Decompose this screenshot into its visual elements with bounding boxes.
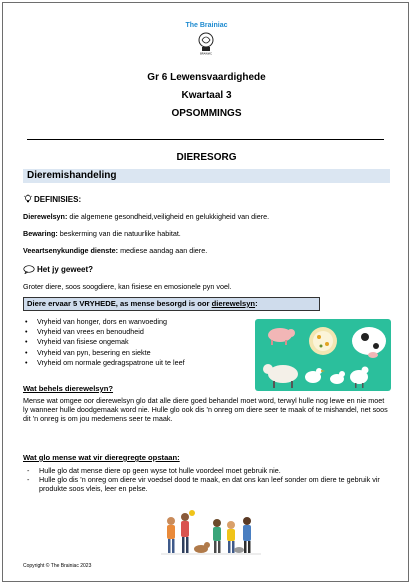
grade-title: Gr 6 Lewensvaardighede	[147, 72, 266, 83]
brand-name: The Brainiac	[185, 22, 228, 29]
definition-term: Bewaring:	[23, 229, 58, 238]
definition-term: Dierewelsyn:	[23, 212, 68, 221]
did-you-know-heading: Het jy geweet?	[37, 265, 94, 274]
summary-title: OPSOMMINGS	[171, 108, 242, 119]
farm-animals-illustration	[255, 319, 391, 391]
list-item: • Vryheid van honger, dors en wanvoeding	[23, 317, 253, 327]
rights-list	[23, 466, 391, 493]
freedoms-box-prefix: Diere ervaar 5 VRYHEDE, as mense besorgd is oor	[27, 299, 212, 308]
definition-3	[23, 246, 393, 255]
topic-title: DIERESORG	[176, 152, 237, 163]
freedoms-box	[23, 297, 320, 311]
definitions-heading: DEFINISIES:	[34, 194, 82, 204]
definition-term: Veeartsenykundige dienste:	[23, 246, 119, 255]
definition-2	[23, 229, 393, 238]
document-page	[2, 2, 409, 582]
list-item: • Vryheid om normale gedragspatrone uit te leef	[23, 358, 253, 368]
list-item: • Vryheid van fisiese ongemak	[23, 337, 253, 347]
list-item: - Hulle glo dis ’n onreg om diere vir voedsel dood te maak, en dat ons kan leef sonder om diere te gebruik vir produkte soos vleis, leer en pelse.	[23, 475, 391, 493]
speech-bubble-icon	[23, 265, 35, 274]
did-you-know-text: Groter diere, soos soogdiere, kan fisiese en emosionele pyn voel.	[23, 282, 232, 291]
list-item: • Vryheid van pyn, besering en siekte	[23, 348, 253, 358]
definitions-heading-row	[23, 194, 81, 204]
copyright: Copyright © The Brainiac 2023	[23, 563, 92, 569]
term-title: Kwartaal 3	[181, 90, 232, 101]
definition-text: beskerming van die natuurlike habitat.	[57, 229, 181, 238]
definition-text: mediese aandag aan diere.	[118, 246, 208, 255]
definition-text: die algemene gesondheid,veiligheid en gelukkigheid van diere.	[67, 212, 270, 221]
welfare-heading: Wat behels dierewelsyn?	[23, 384, 114, 393]
brainiac-logo-icon	[196, 31, 216, 55]
definition-1	[23, 212, 393, 221]
section-title: Dieremishandeling	[27, 170, 117, 181]
list-item: - Hulle glo dat mense diere op geen wyse tot hulle voordeel moet gebruik nie.	[23, 466, 391, 475]
freedoms-box-link: dierewelsyn	[211, 299, 256, 308]
list-item: • Vryheid van vrees en benoudheid	[23, 327, 253, 337]
divider	[27, 139, 384, 140]
rights-heading: Wat glo mense wat vir dieregregte opstaan:	[23, 453, 180, 462]
did-you-know-heading-row	[23, 265, 93, 274]
logo-text: BRAINIAC	[200, 52, 212, 55]
freedoms-box-suffix: :	[255, 299, 258, 308]
welfare-text: Mense wat omgee oor dierewelsyn glo dat alle diere goed behandel moet word, terwyl hulle nog lewe en nie moet ly wanneer hulle doodgemaak word nie. Hulle glo ook dis ’n onreg om diere seer te maak of te mishandel, net soos dit ’n onreg is om jou medemens seer te maak.	[23, 396, 388, 423]
lightbulb-icon	[23, 194, 33, 204]
people-with-pets-illustration	[161, 509, 261, 557]
freedoms-list	[23, 317, 253, 368]
